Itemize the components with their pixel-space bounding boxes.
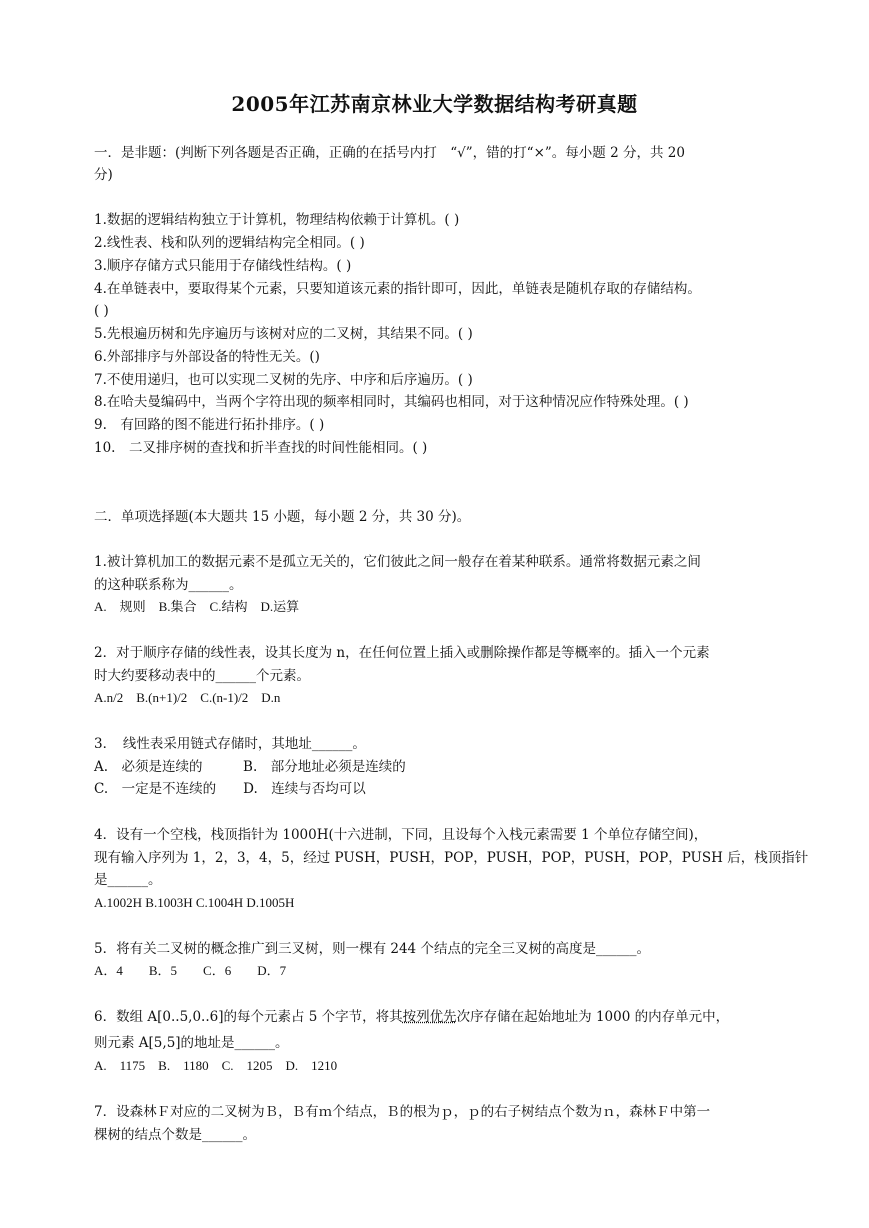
section1-heading: 一．是非题：(判断下列各题是否正确，正确的在括号内打 “√”，错的打“×”。每小题 2 分，共 20 [94,145,685,161]
mc-q6-emphasis: 按列优先 [402,1009,457,1025]
mc-q3: 3． 线性表采用链式存储时，其地址______。 [94,736,366,752]
mc-q6-text-a: 6．数组 A[0..5,0..6]的每个元素占 5 个字节，将其 [94,1009,403,1025]
mc-q3-options-2: C. 一定是不连续的 D. 连续与否均可以 [94,781,366,797]
tf-item-2: 2.线性表、栈和队列的逻辑结构完全相同。( ) [94,235,365,251]
mc-q6 [94,1008,794,1026]
mc-q3-options-1: A. 必须是连续的 B. 部分地址必须是连续的 [94,759,406,775]
mc-q4-cont-2: 是______。 [94,872,162,888]
mc-q7: 7．设森林Ｆ对应的二叉树为Ｂ，Ｂ有ｍ个结点，Ｂ的根为ｐ，ｐ的右子树结点个数为ｎ，森林Ｆ中第一 [94,1104,711,1120]
tf-item-5: 5.先根遍历树和先序遍历与该树对应的二叉树，其结果不同。( ) [94,326,473,342]
mc-q7-cont: 棵树的结点个数是______。 [94,1127,256,1143]
tf-item-1: 1.数据的逻辑结构独立于计算机，物理结构依赖于计算机。( ) [94,212,460,228]
mc-q4-options: A.1002H B.1003H C.1004H D.1005H [94,895,295,910]
mc-q1-cont: 的这种联系称为______。 [94,577,243,593]
tf-item-8: 8.在哈夫曼编码中，当两个字符出现的频率相同时，其编码也相同，对于这种情况应作特殊处理。( ) [94,394,689,410]
mc-q1: 1.被计算机加工的数据元素不是孤立无关的，它们彼此之间一般存在着某种联系。通常将数据元素之间 [94,554,701,570]
mc-q6-options: A. 1175 B. 1180 C. 1205 D. 1210 [94,1058,338,1073]
mc-q6-cont: 则元素 A[5,5]的地址是______。 [94,1035,289,1051]
tf-item-4-cont: ( ) [94,303,109,319]
page-title: 2005年江苏南京林业大学数据结构考研真题 [231,92,638,116]
tf-item-9: 9. 有回路的图不能进行拓扑排序。( ) [94,417,325,433]
tf-item-10: 10. 二叉排序树的查找和折半查找的时间性能相同。( ) [94,440,428,456]
mc-q6-text-c: 次序存储在起始地址为 1000 的内存单元中， [456,1009,730,1025]
tf-item-3: 3.顺序存储方式只能用于存储线性结构。( ) [94,258,352,274]
tf-item-7: 7.不使用递归，也可以实现二叉树的先序、中序和后序遍历。( ) [94,372,473,388]
mc-q2-options: A.n/2 B.(n+1)/2 C.(n-1)/2 D.n [94,690,281,705]
mc-q4: 4．设有一个空栈，栈顶指针为 1000H(十六进制，下同，且设每个入栈元素需要 1 个单位存储空间)， [94,827,708,843]
tf-item-6: 6.外部排序与外部设备的特性无关。() [94,349,320,365]
mc-q1-options: A. 规则 B.集合 C.结构 D.运算 [94,599,300,614]
mc-q5-options: A．4 B．5 C．6 D．7 [94,963,287,978]
tf-item-4: 4.在单链表中，要取得某个元素，只要知道该元素的指针即可，因此，单链表是随机存取的存储结构。 [94,281,701,297]
mc-q2: 2．对于顺序存储的线性表，设其长度为 n，在任何位置上插入或删除操作都是等概率的。插入一个元素 [94,645,710,661]
section2-heading: 二．单项选择题(本大题共 15 小题，每小题 2 分，共 30 分)。 [94,509,471,525]
mc-q5: 5．将有关二叉树的概念推广到三叉树，则一棵有 244 个结点的完全三叉树的高度是______。 [94,941,650,957]
section1-heading-cont: 分) [94,167,113,183]
mc-q4-cont: 现有输入序列为 1，2，3，4，5，经过 PUSH，PUSH，POP，PUSH，POP，PUSH，POP，PUSH 后，栈顶指针 [94,850,809,866]
mc-q2-cont: 时大约要移动表中的______个元素。 [94,668,310,684]
